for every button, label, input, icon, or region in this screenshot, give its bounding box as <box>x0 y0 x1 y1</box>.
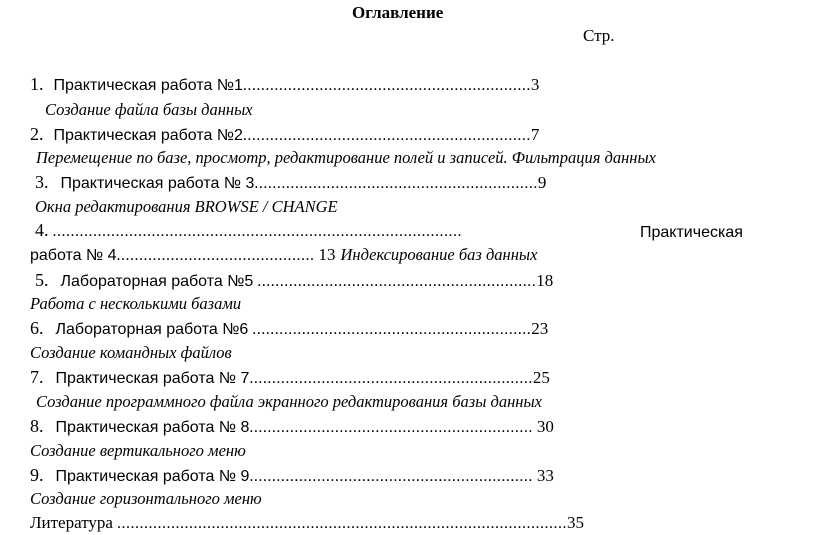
toc-entry-2 <box>30 124 539 145</box>
entry-page: 33 <box>536 466 554 485</box>
entry-title: Практическая работа № 9 <box>55 468 250 485</box>
entry-page: 35 <box>566 513 584 532</box>
entry-number: 7. <box>30 367 44 387</box>
entry-leader: .............................................................. <box>257 273 537 290</box>
entry-title: Практическая работа № 8 <box>55 419 250 436</box>
toc-entry-6 <box>30 318 548 339</box>
toc-entry-5 <box>35 270 553 291</box>
entry-title-part-1: Практическая <box>640 224 743 241</box>
entry-subtitle-1: Создание файла базы данных <box>45 100 253 119</box>
entry-number: 2. <box>30 124 44 144</box>
entry-lead-leader: ........................................................................................... <box>52 223 462 240</box>
entry-page: 13 <box>318 245 336 264</box>
entry-subtitle-8: Создание вертикального меню <box>30 441 246 460</box>
entry-subtitle-7: Создание программного файла экранного редактирования базы данных <box>36 392 542 411</box>
entry-leader: .............................................................. <box>252 321 532 338</box>
entry-number: 5. <box>35 270 49 290</box>
entry-page: 25 <box>532 368 550 387</box>
entry-subtitle-9: Создание горизонтального меню <box>30 489 262 508</box>
toc-heading: Оглавление <box>352 3 444 22</box>
entry-page: 23 <box>531 319 549 338</box>
entry-subtitle-4: Индексирование баз данных <box>340 245 538 264</box>
entry-leader: ............................................................... <box>254 175 538 192</box>
entry-title: Практическая работа № 7 <box>55 370 250 387</box>
entry-leader: ................................................................ <box>242 127 531 144</box>
entry-leader: ............................................................... <box>249 370 533 387</box>
entry-subtitle-3: Окна редактирования BROWSE / CHANGE <box>35 197 338 216</box>
entry-page: 9 <box>537 173 547 192</box>
entry-number: 1. <box>30 74 44 94</box>
toc-entry-4 <box>35 220 462 241</box>
entry-title: Практическая работа № 3 <box>60 175 255 192</box>
entry-title: Практическая работа №2 <box>53 127 243 144</box>
entry-title: Литература <box>30 513 113 532</box>
entry-page: 18 <box>536 271 554 290</box>
toc-entry-8 <box>30 416 554 437</box>
entry-title-part-2: работа № 4 <box>30 247 117 264</box>
entry-number: 4. <box>35 220 49 240</box>
entry-leader: .................................................................................................... <box>116 515 567 532</box>
entry-subtitle-5: Работа с несколькими базами <box>30 294 242 313</box>
toc-entry-literature <box>30 513 584 533</box>
toc-entry-3 <box>35 172 546 193</box>
entry-title: Лабораторная работа №5 <box>60 273 254 290</box>
entry-number: 9. <box>30 465 44 485</box>
entry-title: Лабораторная работа №6 <box>55 321 249 338</box>
entry-page: 7 <box>530 125 540 144</box>
page-column-label: Стр. <box>583 26 615 45</box>
entry-page: 30 <box>536 417 554 436</box>
entry-leader: ................................................................ <box>242 77 531 94</box>
entry-page: 3 <box>530 75 540 94</box>
entry-leader: ............................................................... <box>249 419 533 436</box>
entry-title: Практическая работа №1 <box>53 77 243 94</box>
toc-entry-9 <box>30 465 554 486</box>
toc-entry-7 <box>30 367 550 388</box>
entry-number: 6. <box>30 318 44 338</box>
entry-subtitle-6: Создание командных файлов <box>30 343 232 362</box>
entry-leader: ............................................ <box>116 247 315 264</box>
entry-number: 8. <box>30 416 44 436</box>
toc-entry-4-continued <box>30 245 537 265</box>
entry-subtitle-2: Перемещение по базе, просмотр, редактирование полей и записей. Фильтрация данных <box>36 148 656 167</box>
entry-leader: ............................................................... <box>249 468 533 485</box>
toc-entry-1 <box>30 74 539 95</box>
entry-number: 3. <box>35 172 49 192</box>
